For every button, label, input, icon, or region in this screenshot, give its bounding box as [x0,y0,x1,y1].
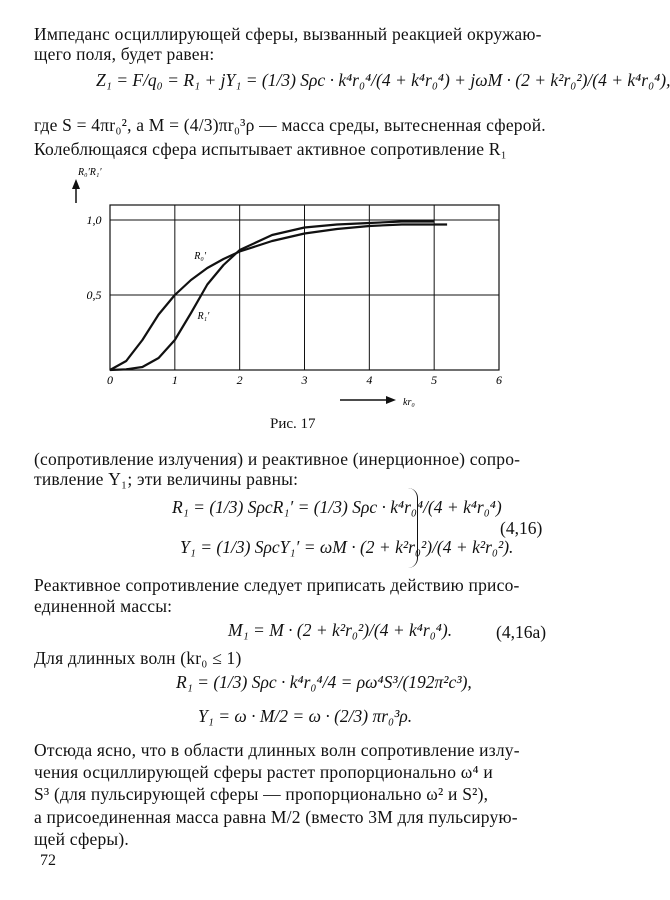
y-tick-label: 1,0 [86,213,102,227]
x-tick-label: 1 [171,373,178,387]
formula-r1: R₁ = (1/3) SρcR₁′ = (1/3) Sρc · k⁴r₀⁴/(4 + k⁴r₀⁴) [172,497,502,517]
brace [405,488,418,568]
page-number: 72 [40,852,56,869]
text-line: Импеданс осциллирующей сферы, вызванный реакцией окружаю- [34,24,542,44]
formula-z1: Z₁ = F/q₀ = R₁ + jY₁ = (1/3) Sρc · k⁴r₀⁴/(4 + k⁴r₀⁴) + jωM · (2 + k²r₀²)/(4 + k⁴r₀⁴), [96,70,670,90]
x-tick-label: 6 [496,373,502,387]
x-tick-label: 3 [301,373,308,387]
formula-y1-long: Y₁ = ω · M/2 = ω · (2/3) πr₀³ρ. [198,706,413,726]
text-line: тивление Y₁; эти величины равны: [34,469,299,489]
figure-17 [0,160,599,430]
curve-label-r1: R₁′ [197,311,210,322]
text-line: Для длинных волн (kr₀ ≤ 1) [34,648,242,668]
formula-r1-long: R₁ = (1/3) Sρc · k⁴r₀⁴/4 = ρω⁴S³/(192π²c³), [176,672,472,692]
text-line: а присоединенная масса равна M/2 (вместо 3M для пульсирую- [34,807,518,827]
text-line: единенной массы: [34,596,173,616]
x-axis-label: kr₀ [403,397,415,408]
text-line: щей сферы). [34,829,129,849]
x-tick-label: 4 [366,373,373,387]
equation-number: (4,16а) [496,622,547,642]
y-axis-label: R₀′R₁′ [78,167,102,178]
text-line: Колеблющаяся сфера испытывает активное сопротивление R₁ [34,139,507,159]
formula-y1: Y₁ = (1/3) SρcY₁′ = ωM · (2 + k²r₀²)/(4 + k²r₀²). [180,537,514,557]
series-line-r1 [110,222,434,371]
text-line: Отсюда ясно, что в области длинных волн сопротивление излу- [34,740,520,760]
text-line: чения осциллирующей сферы растет пропорционально ω⁴ и [34,762,493,782]
text-line: Реактивное сопротивление следует приписать действию присо- [34,575,520,595]
text-line: где S = 4πr₀², а M = (4/3)πr₀³ρ — масса среды, вытесненная сферой. [34,115,546,135]
y-tick-label: 0,5 [86,288,102,302]
x-tick-label: 5 [431,373,438,387]
y-axis-arrowhead [72,179,80,189]
x-tick-label: 2 [236,373,243,387]
text-line: (сопротивление излучения) и реактивное (инерционное) сопро- [34,449,521,469]
text-line: щего поля, будет равен: [34,44,215,64]
text-line: S³ (для пульсирующей сферы — пропорционально ω² и S²), [34,784,489,804]
figure-caption: Рис. 17 [270,416,316,432]
equation-number: (4,16) [500,518,543,538]
x-axis-arrowhead [386,396,396,404]
series-line-r0 [110,225,447,371]
curve-label-r0: R₀′ [194,251,207,262]
formula-m1: M₁ = M · (2 + k²r₀²)/(4 + k⁴r₀⁴). [228,620,453,640]
x-tick-label: 0 [107,373,113,387]
